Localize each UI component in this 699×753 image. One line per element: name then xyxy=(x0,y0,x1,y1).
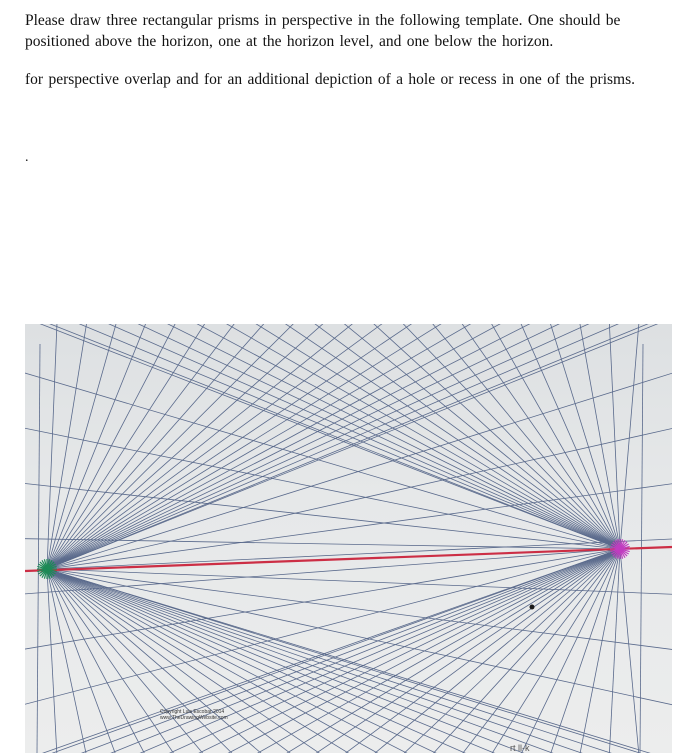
left-vanishing-ray xyxy=(47,324,88,569)
left-vanishing-ray xyxy=(47,324,611,569)
right-vanishing-ray xyxy=(240,324,620,549)
left-vanishing-ray xyxy=(47,324,395,569)
right-vanishing-ray xyxy=(332,324,620,549)
instruction-paragraph-1: Please draw three rectangular prisms in perspective in the following template. One should be positioned above the horizon, one at the horizon level, and one below the horizon. xyxy=(25,12,621,50)
right-vanishing-ray xyxy=(363,324,620,549)
left-vanishing-ray xyxy=(47,569,672,707)
left-vanishing-ray xyxy=(47,569,88,753)
right-vanishing-ray xyxy=(609,549,620,753)
right-vanishing-ray xyxy=(25,370,620,549)
instruction-paragraph-2: for perspective overlap and for an additional depiction of a hole or recess in one of the prisms. xyxy=(25,71,635,88)
copyright-notice xyxy=(160,709,228,721)
right-vanishing-ray xyxy=(332,549,620,753)
right-vanishing-ray xyxy=(620,549,640,753)
left-vanishing-ray xyxy=(47,569,672,753)
right-vanishing-ray xyxy=(179,324,620,549)
right-vanishing-ray xyxy=(25,549,620,707)
right-vanishing-ray xyxy=(179,549,620,753)
left-vanishing-ray xyxy=(47,324,119,569)
left-vanishing-ray xyxy=(47,569,57,753)
left-vanishing-ray xyxy=(47,324,303,569)
copyright-url: www.TheDrawingWebsite.com xyxy=(160,715,228,721)
right-vanishing-ray xyxy=(209,324,620,549)
left-vanishing-ray xyxy=(47,569,426,753)
left-vanishing-ray xyxy=(47,324,426,569)
right-vanishing-ray xyxy=(578,549,620,753)
right-vanishing-ray xyxy=(578,324,620,549)
copyright-text: Copyright Luis Escobar 2014 xyxy=(160,709,225,715)
right-vanishing-ray xyxy=(455,324,620,549)
left-vanishing-ray xyxy=(47,324,549,569)
left-vanishing-ray xyxy=(47,324,150,569)
left-vanishing-ray xyxy=(47,324,518,569)
right-vanishing-ray xyxy=(302,549,620,753)
right-vanishing-ray xyxy=(25,539,620,550)
left-vanishing-ray xyxy=(47,324,580,569)
vertical-guide-line xyxy=(37,344,40,753)
perspective-guides xyxy=(25,324,672,753)
left-vanishing-ray xyxy=(47,569,457,753)
right-vanishing-ray xyxy=(609,324,620,549)
perspective-template-photo xyxy=(25,324,672,753)
right-vanishing-ray xyxy=(455,549,620,753)
left-vanishing-ray xyxy=(47,324,57,569)
marker-dot xyxy=(530,605,535,610)
left-vanishing-ray xyxy=(47,569,150,753)
corner-handwriting: rt ll-k xyxy=(510,743,530,753)
left-vanishing-ray xyxy=(47,324,457,569)
right-vanishing-ray xyxy=(547,324,620,549)
right-vanishing-ray xyxy=(209,549,620,753)
stray-mark: . xyxy=(25,150,29,165)
left-vanishing-ray xyxy=(47,569,672,753)
right-vanishing-ray xyxy=(117,324,620,549)
right-vanishing-ray xyxy=(517,549,620,753)
